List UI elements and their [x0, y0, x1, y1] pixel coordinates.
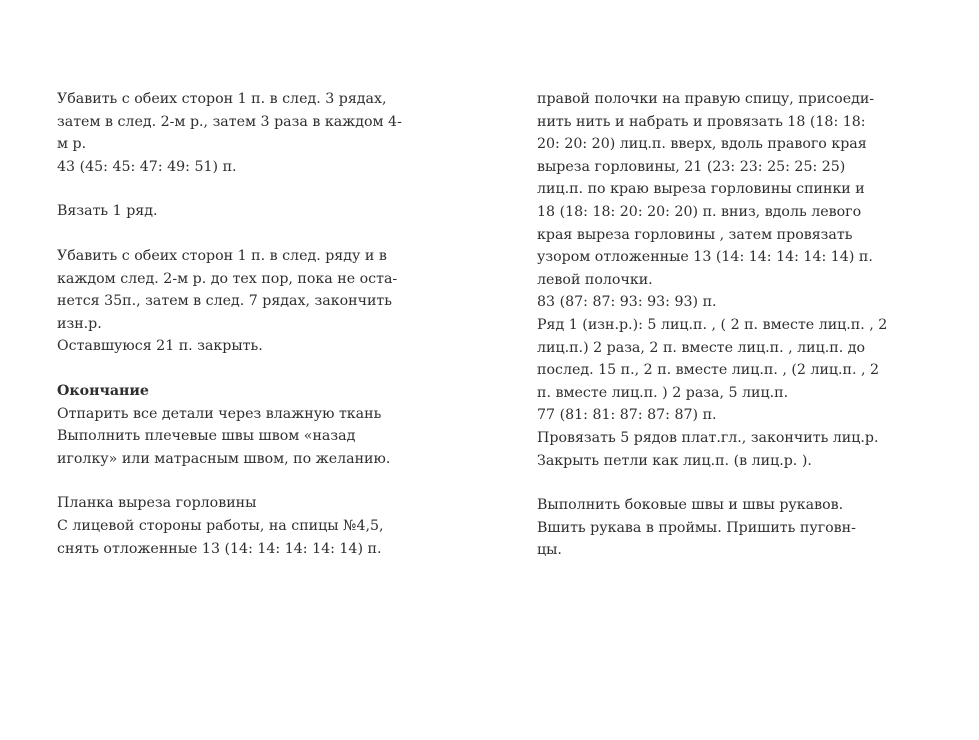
text-line: каждом след. 2-м р. до тех пор, пока не оста-	[57, 270, 398, 287]
right-column	[537, 88, 951, 562]
paragraph-gap	[57, 358, 475, 380]
left-column	[57, 88, 475, 560]
text-line: левой полочки.	[537, 271, 653, 288]
text-line: 20: 20: 20) лиц.п. вверх, вдоль правого края	[537, 136, 867, 153]
text-line: выреза горловины, 21 (23: 23: 25: 25: 25)	[537, 158, 846, 175]
text-line: Ряд 1 (изн.р.): 5 лиц.п. , ( 2 п. вместе лиц.п. , 2	[537, 316, 888, 333]
text-line: лиц.п. по краю выреза горловины спинки и	[537, 181, 865, 198]
text-line: нить нить и набрать и провязать 18 (18: 18:	[537, 113, 866, 130]
paragraph-gap	[57, 178, 475, 200]
heading-neckband: Планка выреза горловины	[57, 495, 257, 512]
text-line: затем в след. 2-м р., затем 3 раза в каждом 4-	[57, 113, 402, 130]
text-line: 18 (18: 18: 20: 20: 20) п. вниз, вдоль левого	[537, 203, 862, 220]
text-line: м р.	[57, 136, 87, 153]
text-line: Вшить рукава в проймы. Пришить пуговн-	[537, 519, 856, 536]
paragraph-neckband-continued	[537, 88, 951, 472]
text-line: нется 35п., затем в след. 7 рядах, закончить	[57, 293, 392, 310]
text-line: 43 (45: 45: 47: 49: 51) п.	[57, 158, 237, 175]
text-line: Выполнить боковые швы и швы рукавов.	[537, 497, 844, 514]
paragraph-finishing	[57, 403, 475, 471]
text-line: изн.р.	[57, 315, 102, 332]
paragraph-assembly	[537, 494, 951, 562]
text-line: края выреза горловины , затем провязать	[537, 226, 853, 243]
text-line: снять отложенные 13 (14: 14: 14: 14: 14) п.	[57, 540, 382, 557]
text-line: С лицевой стороны работы, на спицы №4,5,	[57, 517, 384, 534]
heading-finishing: Окончание	[57, 382, 149, 399]
text-line: 77 (81: 81: 87: 87: 87) п.	[537, 407, 717, 424]
paragraph-gap	[57, 223, 475, 245]
paragraph-neckband	[57, 515, 475, 560]
text-line: цы.	[537, 542, 562, 559]
paragraph-decrease-1	[57, 88, 475, 178]
text-line: иголку» или матрасным швом, по желанию.	[57, 450, 391, 467]
text-line: п. вместе лиц.п. ) 2 раза, 5 лиц.п.	[537, 384, 789, 401]
text-line: послед. 15 п., 2 п. вместе лиц.п. , (2 лиц.п. , 2	[537, 362, 880, 379]
text-line: Убавить с обеих сторон 1 п. в след. 3 рядах,	[57, 91, 387, 107]
text-line: лиц.п.) 2 раза, 2 п. вместе лиц.п. , лиц.п. до	[537, 339, 865, 356]
paragraph-decrease-2	[57, 245, 475, 358]
text-line: правой полочки на правую спицу, присоеди-	[537, 91, 875, 107]
text-line: Закрыть петли как лиц.п. (в лиц.р. ).	[537, 452, 812, 469]
text-line: Убавить с обеих сторон 1 п. в след. ряду и в	[57, 247, 387, 264]
paragraph-gap	[57, 470, 475, 492]
text-line: Отпарить все детали через влажную ткань	[57, 405, 382, 422]
paragraph-knit-row: Вязать 1 ряд.	[57, 203, 158, 220]
text-line: Провязать 5 рядов плат.гл., закончить лиц.р.	[537, 429, 879, 446]
text-line: Выполнить плечевые швы швом «назад	[57, 428, 356, 445]
text-line: 83 (87: 87: 93: 93: 93) п.	[537, 294, 717, 311]
text-line: узором отложенные 13 (14: 14: 14: 14: 14) п.	[537, 249, 873, 266]
text-line: Оставшуюся 21 п. закрыть.	[57, 338, 263, 355]
paragraph-gap	[537, 472, 951, 494]
